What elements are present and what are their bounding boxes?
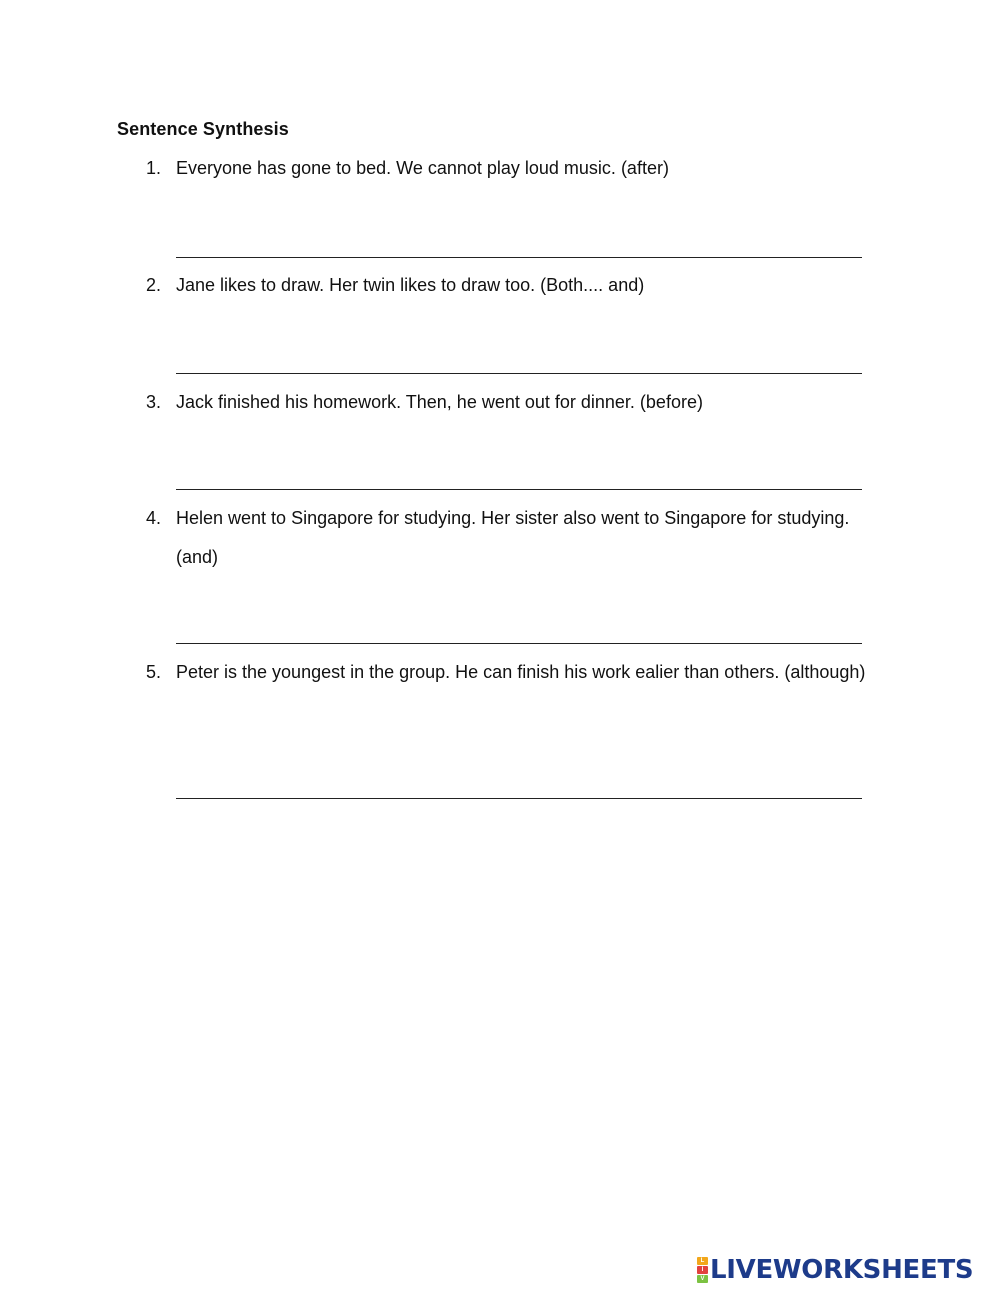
question-number: 1. (146, 158, 162, 178)
logo-blocks-icon (697, 1257, 708, 1283)
question-number: 2. (146, 275, 162, 295)
question-text: Peter is the youngest in the group. He can finish his work ealier than others. (although) (176, 662, 866, 682)
question-text: Everyone has gone to bed. We cannot play loud music. (after) (176, 158, 669, 178)
question-number: 3. (146, 392, 162, 412)
logo-block: L (697, 1257, 708, 1265)
question-text: Jack finished his homework. Then, he went out for dinner. (before) (176, 392, 703, 412)
logo-block: I (697, 1266, 708, 1274)
answer-line[interactable] (176, 489, 862, 490)
answer-line[interactable] (176, 798, 862, 799)
question-number: 4. (146, 508, 162, 528)
logo-text: LIVEWORKSHEETS (710, 1255, 974, 1285)
worksheet-title: Sentence Synthesis (117, 119, 289, 139)
liveworksheets-logo (697, 1253, 973, 1287)
question-text: Jane likes to draw. Her twin likes to draw too. (Both.... and) (176, 275, 645, 295)
answer-line[interactable] (176, 643, 862, 644)
logo-block: V (697, 1275, 708, 1283)
answer-line[interactable] (176, 373, 862, 374)
answer-line[interactable] (176, 257, 862, 258)
question-number: 5. (146, 662, 162, 682)
question-text: Helen went to Singapore for studying. Her sister also went to Singapore for studying. (and) (176, 508, 850, 567)
